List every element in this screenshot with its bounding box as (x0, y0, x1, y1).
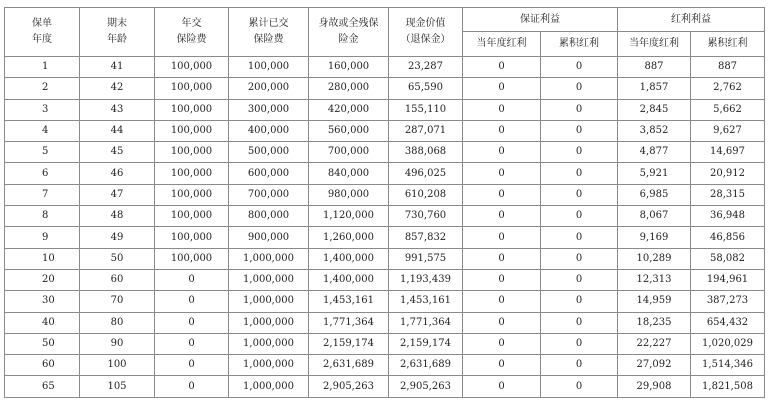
table-row (5, 78, 765, 99)
cell-g-annual-bonus: 0 (463, 291, 541, 312)
cell-g-cumulative-bonus: 0 (541, 142, 618, 163)
cell-cash-value: 2,905,263 (389, 376, 463, 397)
cell-policy-year: 7 (5, 184, 80, 205)
cell-annual-premium: 100,000 (155, 206, 229, 227)
cell-policy-year: 3 (5, 99, 80, 120)
cell-age-end: 42 (80, 78, 155, 99)
header-annual-premium-line2: 保险费 (176, 34, 207, 45)
cell-policy-year: 65 (5, 376, 80, 397)
header-age-end-line2: 年龄 (107, 34, 127, 45)
cell-cash-value: 23,287 (389, 57, 463, 78)
cell-cash-value: 610,208 (389, 184, 463, 205)
table-row (5, 120, 765, 141)
cell-g-annual-bonus: 0 (463, 120, 541, 141)
cell-b-cumulative-bonus: 887 (691, 57, 765, 78)
cell-death-benefit: 2,631,689 (309, 355, 389, 376)
cell-b-annual-bonus: 1,857 (618, 78, 691, 99)
cell-g-cumulative-bonus: 0 (541, 312, 618, 333)
header-death-benefit (309, 8, 389, 57)
cell-policy-year: 8 (5, 206, 80, 227)
cell-b-cumulative-bonus: 9,627 (691, 120, 765, 141)
cell-annual-premium: 100,000 (155, 57, 229, 78)
header-policy-year (5, 8, 80, 57)
cell-g-cumulative-bonus: 0 (541, 120, 618, 141)
cell-g-cumulative-bonus: 0 (541, 227, 618, 248)
cell-b-cumulative-bonus: 194,961 (691, 269, 765, 290)
header-age-end-line1: 期末 (107, 18, 127, 29)
header-bonus-group: 红利利益 (618, 8, 765, 32)
cell-b-annual-bonus: 4,877 (618, 142, 691, 163)
header-death-benefit-line2: 险金 (338, 34, 359, 45)
header-cumulative-premium (229, 8, 309, 57)
cell-g-annual-bonus: 0 (463, 142, 541, 163)
cell-annual-premium: 100,000 (155, 227, 229, 248)
cell-cumulative-premium: 1,000,000 (229, 376, 309, 397)
cell-death-benefit: 980,000 (309, 184, 389, 205)
cell-g-annual-bonus: 0 (463, 227, 541, 248)
cell-g-cumulative-bonus: 0 (541, 248, 618, 269)
cell-b-annual-bonus: 10,289 (618, 248, 691, 269)
cell-age-end: 80 (80, 312, 155, 333)
cell-b-annual-bonus: 27,092 (618, 355, 691, 376)
cell-cumulative-premium: 1,000,000 (229, 269, 309, 290)
cell-annual-premium: 0 (155, 269, 229, 290)
cell-death-benefit: 1,120,000 (309, 206, 389, 227)
header-cumulative-premium-line2: 保险费 (253, 34, 284, 45)
cell-death-benefit: 420,000 (309, 99, 389, 120)
cell-cash-value: 388,068 (389, 142, 463, 163)
cell-age-end: 70 (80, 291, 155, 312)
cell-policy-year: 5 (5, 142, 80, 163)
header-cash-value-line2: （退保金） (400, 34, 451, 45)
cell-b-annual-bonus: 22,227 (618, 333, 691, 354)
cell-death-benefit: 840,000 (309, 163, 389, 184)
cell-policy-year: 1 (5, 57, 80, 78)
cell-g-annual-bonus: 0 (463, 312, 541, 333)
cell-b-annual-bonus: 887 (618, 57, 691, 78)
header-cash-value (389, 8, 463, 57)
cell-cash-value: 287,071 (389, 120, 463, 141)
header-bonus-annual-bonus: 当年度红利 (618, 32, 691, 57)
cell-death-benefit: 1,260,000 (309, 227, 389, 248)
cell-g-cumulative-bonus: 0 (541, 99, 618, 120)
cell-g-cumulative-bonus: 0 (541, 163, 618, 184)
table-row (5, 227, 765, 248)
cell-annual-premium: 0 (155, 355, 229, 376)
header-row-1 (5, 8, 765, 32)
cell-policy-year: 9 (5, 227, 80, 248)
cell-death-benefit: 1,453,161 (309, 291, 389, 312)
cell-policy-year: 20 (5, 269, 80, 290)
cell-cumulative-premium: 1,000,000 (229, 355, 309, 376)
table-row (5, 248, 765, 269)
cell-policy-year: 6 (5, 163, 80, 184)
cell-g-annual-bonus: 0 (463, 78, 541, 99)
cell-annual-premium: 100,000 (155, 120, 229, 141)
cell-cumulative-premium: 1,000,000 (229, 333, 309, 354)
cell-annual-premium: 0 (155, 312, 229, 333)
cell-g-annual-bonus: 0 (463, 184, 541, 205)
cell-cumulative-premium: 1,000,000 (229, 312, 309, 333)
cell-annual-premium: 0 (155, 333, 229, 354)
cell-cumulative-premium: 700,000 (229, 184, 309, 205)
cell-b-cumulative-bonus: 1,020,029 (691, 333, 765, 354)
cell-b-cumulative-bonus: 46,856 (691, 227, 765, 248)
cell-b-cumulative-bonus: 14,697 (691, 142, 765, 163)
cell-death-benefit: 1,400,000 (309, 248, 389, 269)
cell-death-benefit: 560,000 (309, 120, 389, 141)
cell-death-benefit: 1,400,000 (309, 269, 389, 290)
cell-age-end: 41 (80, 57, 155, 78)
cell-death-benefit: 280,000 (309, 78, 389, 99)
cell-age-end: 43 (80, 99, 155, 120)
table-row (5, 142, 765, 163)
cell-annual-premium: 0 (155, 291, 229, 312)
header-annual-premium-line1: 年交 (181, 18, 202, 29)
cell-g-annual-bonus: 0 (463, 99, 541, 120)
cell-annual-premium: 100,000 (155, 248, 229, 269)
cell-g-annual-bonus: 0 (463, 248, 541, 269)
cell-b-cumulative-bonus: 1,514,346 (691, 355, 765, 376)
table-row (5, 355, 765, 376)
cell-g-annual-bonus: 0 (463, 163, 541, 184)
cell-b-cumulative-bonus: 5,662 (691, 99, 765, 120)
benefit-table (4, 7, 765, 398)
table-body (5, 57, 765, 398)
cell-b-annual-bonus: 29,908 (618, 376, 691, 397)
table-row (5, 312, 765, 333)
cell-b-annual-bonus: 14,959 (618, 291, 691, 312)
cell-g-annual-bonus: 0 (463, 269, 541, 290)
cell-death-benefit: 2,159,174 (309, 333, 389, 354)
table-row (5, 99, 765, 120)
cell-policy-year: 60 (5, 355, 80, 376)
cell-cumulative-premium: 100,000 (229, 57, 309, 78)
cell-cash-value: 2,159,174 (389, 333, 463, 354)
cell-b-cumulative-bonus: 387,273 (691, 291, 765, 312)
cell-cash-value: 496,025 (389, 163, 463, 184)
cell-g-cumulative-bonus: 0 (541, 78, 618, 99)
cell-b-annual-bonus: 18,235 (618, 312, 691, 333)
cell-g-annual-bonus: 0 (463, 333, 541, 354)
cell-policy-year: 30 (5, 291, 80, 312)
cell-cumulative-premium: 1,000,000 (229, 248, 309, 269)
cell-b-cumulative-bonus: 58,082 (691, 248, 765, 269)
table-row (5, 206, 765, 227)
cell-annual-premium: 100,000 (155, 184, 229, 205)
cell-cash-value: 730,760 (389, 206, 463, 227)
header-bonus-cumulative-bonus: 累积红利 (691, 32, 765, 57)
cell-b-cumulative-bonus: 28,315 (691, 184, 765, 205)
table-row (5, 291, 765, 312)
cell-g-cumulative-bonus: 0 (541, 184, 618, 205)
cell-b-annual-bonus: 3,852 (618, 120, 691, 141)
cell-cumulative-premium: 800,000 (229, 206, 309, 227)
cell-annual-premium: 0 (155, 376, 229, 397)
header-guaranteed-annual-bonus: 当年度红利 (463, 32, 541, 57)
cell-age-end: 45 (80, 142, 155, 163)
cell-annual-premium: 100,000 (155, 99, 229, 120)
cell-cash-value: 857,832 (389, 227, 463, 248)
cell-cumulative-premium: 500,000 (229, 142, 309, 163)
header-annual-premium (155, 8, 229, 57)
header-policy-year-line1: 保单 (32, 18, 52, 29)
cell-cumulative-premium: 200,000 (229, 78, 309, 99)
cell-cash-value: 2,631,689 (389, 355, 463, 376)
table-row (5, 333, 765, 354)
cell-b-annual-bonus: 9,169 (618, 227, 691, 248)
cell-age-end: 100 (80, 355, 155, 376)
cell-g-annual-bonus: 0 (463, 355, 541, 376)
cell-age-end: 44 (80, 120, 155, 141)
benefit-table-container (4, 7, 765, 398)
cell-cash-value: 155,110 (389, 99, 463, 120)
cell-policy-year: 10 (5, 248, 80, 269)
cell-g-annual-bonus: 0 (463, 57, 541, 78)
cell-g-cumulative-bonus: 0 (541, 206, 618, 227)
cell-annual-premium: 100,000 (155, 142, 229, 163)
cell-b-cumulative-bonus: 36,948 (691, 206, 765, 227)
cell-b-annual-bonus: 2,845 (618, 99, 691, 120)
header-age-end (80, 8, 155, 57)
cell-cumulative-premium: 600,000 (229, 163, 309, 184)
header-cumulative-premium-line1: 累计已交 (248, 18, 289, 29)
header-guaranteed-group: 保证利益 (463, 8, 618, 32)
cell-b-cumulative-bonus: 1,821,508 (691, 376, 765, 397)
cell-b-cumulative-bonus: 2,762 (691, 78, 765, 99)
cell-policy-year: 40 (5, 312, 80, 333)
cell-cash-value: 1,453,161 (389, 291, 463, 312)
cell-cumulative-premium: 400,000 (229, 120, 309, 141)
cell-death-benefit: 160,000 (309, 57, 389, 78)
table-row (5, 57, 765, 78)
cell-cash-value: 1,193,439 (389, 269, 463, 290)
cell-cash-value: 65,590 (389, 78, 463, 99)
cell-g-cumulative-bonus: 0 (541, 355, 618, 376)
cell-cumulative-premium: 900,000 (229, 227, 309, 248)
cell-b-annual-bonus: 6,985 (618, 184, 691, 205)
cell-b-cumulative-bonus: 20,912 (691, 163, 765, 184)
header-cash-value-line1: 现金价值 (405, 18, 446, 29)
cell-policy-year: 4 (5, 120, 80, 141)
header-policy-year-line2: 年度 (32, 34, 52, 45)
cell-annual-premium: 100,000 (155, 163, 229, 184)
cell-age-end: 49 (80, 227, 155, 248)
cell-g-cumulative-bonus: 0 (541, 57, 618, 78)
cell-b-annual-bonus: 5,921 (618, 163, 691, 184)
cell-age-end: 105 (80, 376, 155, 397)
cell-cash-value: 991,575 (389, 248, 463, 269)
cell-age-end: 50 (80, 248, 155, 269)
cell-death-benefit: 2,905,263 (309, 376, 389, 397)
table-row (5, 376, 765, 397)
cell-death-benefit: 700,000 (309, 142, 389, 163)
cell-policy-year: 50 (5, 333, 80, 354)
cell-b-annual-bonus: 8,067 (618, 206, 691, 227)
cell-age-end: 90 (80, 333, 155, 354)
table-row (5, 184, 765, 205)
cell-b-cumulative-bonus: 654,432 (691, 312, 765, 333)
cell-age-end: 48 (80, 206, 155, 227)
table-row (5, 163, 765, 184)
cell-policy-year: 2 (5, 78, 80, 99)
cell-annual-premium: 100,000 (155, 78, 229, 99)
cell-g-cumulative-bonus: 0 (541, 269, 618, 290)
cell-g-annual-bonus: 0 (463, 206, 541, 227)
cell-death-benefit: 1,771,364 (309, 312, 389, 333)
cell-g-cumulative-bonus: 0 (541, 333, 618, 354)
cell-age-end: 47 (80, 184, 155, 205)
cell-age-end: 46 (80, 163, 155, 184)
header-guaranteed-cumulative-bonus: 累积红利 (541, 32, 618, 57)
table-row (5, 269, 765, 290)
cell-g-cumulative-bonus: 0 (541, 291, 618, 312)
cell-g-cumulative-bonus: 0 (541, 376, 618, 397)
cell-cumulative-premium: 1,000,000 (229, 291, 309, 312)
header-death-benefit-line1: 身故或全残保 (318, 18, 379, 29)
cell-age-end: 60 (80, 269, 155, 290)
cell-cash-value: 1,771,364 (389, 312, 463, 333)
cell-cumulative-premium: 300,000 (229, 99, 309, 120)
cell-b-annual-bonus: 12,313 (618, 269, 691, 290)
cell-g-annual-bonus: 0 (463, 376, 541, 397)
